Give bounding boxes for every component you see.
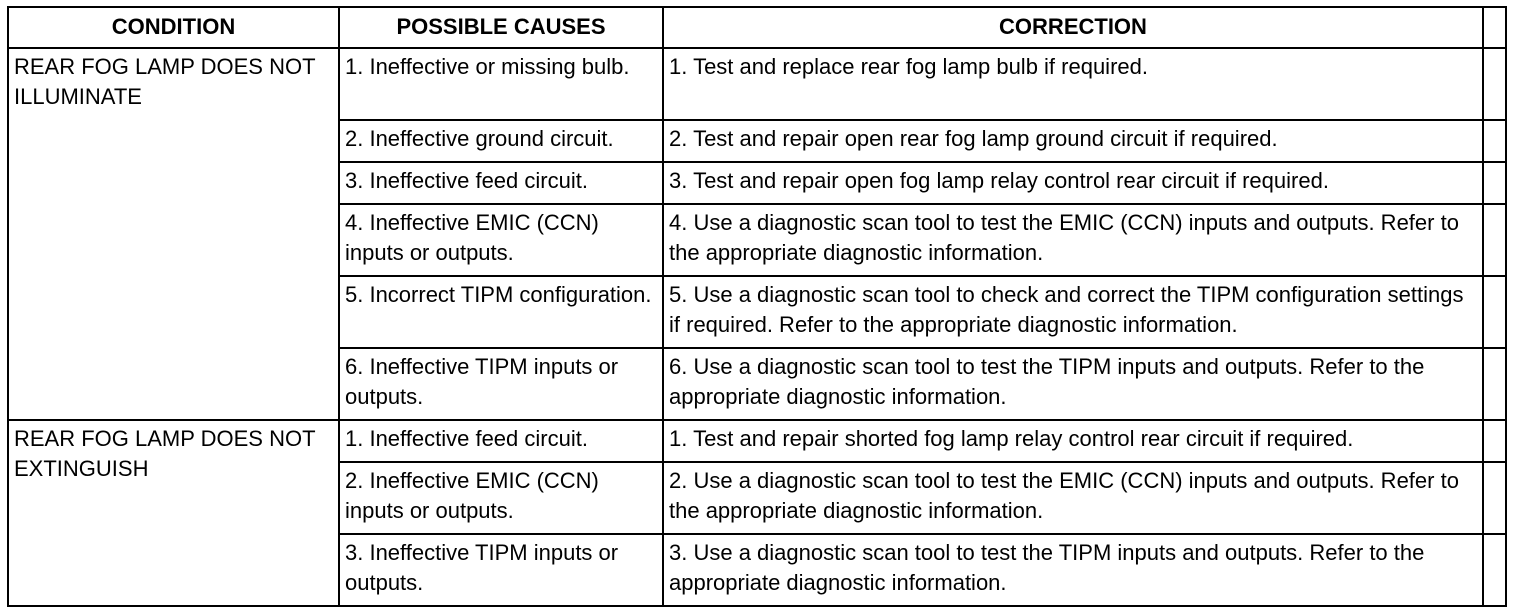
table-row bbox=[8, 420, 1506, 462]
header-blank-cell bbox=[1483, 7, 1506, 48]
correction-cell: 3. Test and repair open fog lamp relay control rear circuit if required. bbox=[663, 162, 1483, 204]
cause-cell: 1. Ineffective feed circuit. bbox=[339, 420, 663, 462]
header-correction: CORRECTION bbox=[663, 7, 1483, 48]
condition-cell: REAR FOG LAMP DOES NOT EXTINGUISH bbox=[8, 420, 339, 606]
correction-cell: 6. Use a diagnostic scan tool to test the TIPM inputs and outputs. Refer to the appropriate diagnostic information. bbox=[663, 348, 1483, 420]
correction-cell: 1. Test and repair shorted fog lamp relay control rear circuit if required. bbox=[663, 420, 1483, 462]
cause-cell: 3. Ineffective feed circuit. bbox=[339, 162, 663, 204]
table-row bbox=[8, 48, 1506, 120]
cause-cell: 2. Ineffective ground circuit. bbox=[339, 120, 663, 162]
diagnosis-table bbox=[7, 6, 1507, 607]
header-condition: CONDITION bbox=[8, 7, 339, 48]
blank-cell bbox=[1483, 48, 1506, 120]
blank-cell bbox=[1483, 534, 1506, 606]
blank-cell bbox=[1483, 348, 1506, 420]
header-row bbox=[8, 7, 1506, 48]
condition-cell: REAR FOG LAMP DOES NOT ILLUMINATE bbox=[8, 48, 339, 420]
correction-cell: 2. Use a diagnostic scan tool to test the EMIC (CCN) inputs and outputs. Refer to the appropriate diagnostic information. bbox=[663, 462, 1483, 534]
cause-cell: 5. Incorrect TIPM configuration. bbox=[339, 276, 663, 348]
blank-cell bbox=[1483, 120, 1506, 162]
blank-cell bbox=[1483, 276, 1506, 348]
cause-cell: 4. Ineffective EMIC (CCN) inputs or outputs. bbox=[339, 204, 663, 276]
cause-cell: 6. Ineffective TIPM inputs or outputs. bbox=[339, 348, 663, 420]
cause-cell: 3. Ineffective TIPM inputs or outputs. bbox=[339, 534, 663, 606]
correction-cell: 5. Use a diagnostic scan tool to check and correct the TIPM configuration settings if required. Refer to the appropriate diagnostic information. bbox=[663, 276, 1483, 348]
blank-cell bbox=[1483, 420, 1506, 462]
correction-cell: 2. Test and repair open rear fog lamp ground circuit if required. bbox=[663, 120, 1483, 162]
blank-cell bbox=[1483, 204, 1506, 276]
blank-cell bbox=[1483, 462, 1506, 534]
cause-cell: 2. Ineffective EMIC (CCN) inputs or outputs. bbox=[339, 462, 663, 534]
blank-cell bbox=[1483, 162, 1506, 204]
correction-cell: 1. Test and replace rear fog lamp bulb if required. bbox=[663, 48, 1483, 120]
header-possible-causes: POSSIBLE CAUSES bbox=[339, 7, 663, 48]
correction-cell: 3. Use a diagnostic scan tool to test the TIPM inputs and outputs. Refer to the appropriate diagnostic information. bbox=[663, 534, 1483, 606]
cause-cell: 1. Ineffective or missing bulb. bbox=[339, 48, 663, 120]
correction-cell: 4. Use a diagnostic scan tool to test the EMIC (CCN) inputs and outputs. Refer to the appropriate diagnostic information. bbox=[663, 204, 1483, 276]
